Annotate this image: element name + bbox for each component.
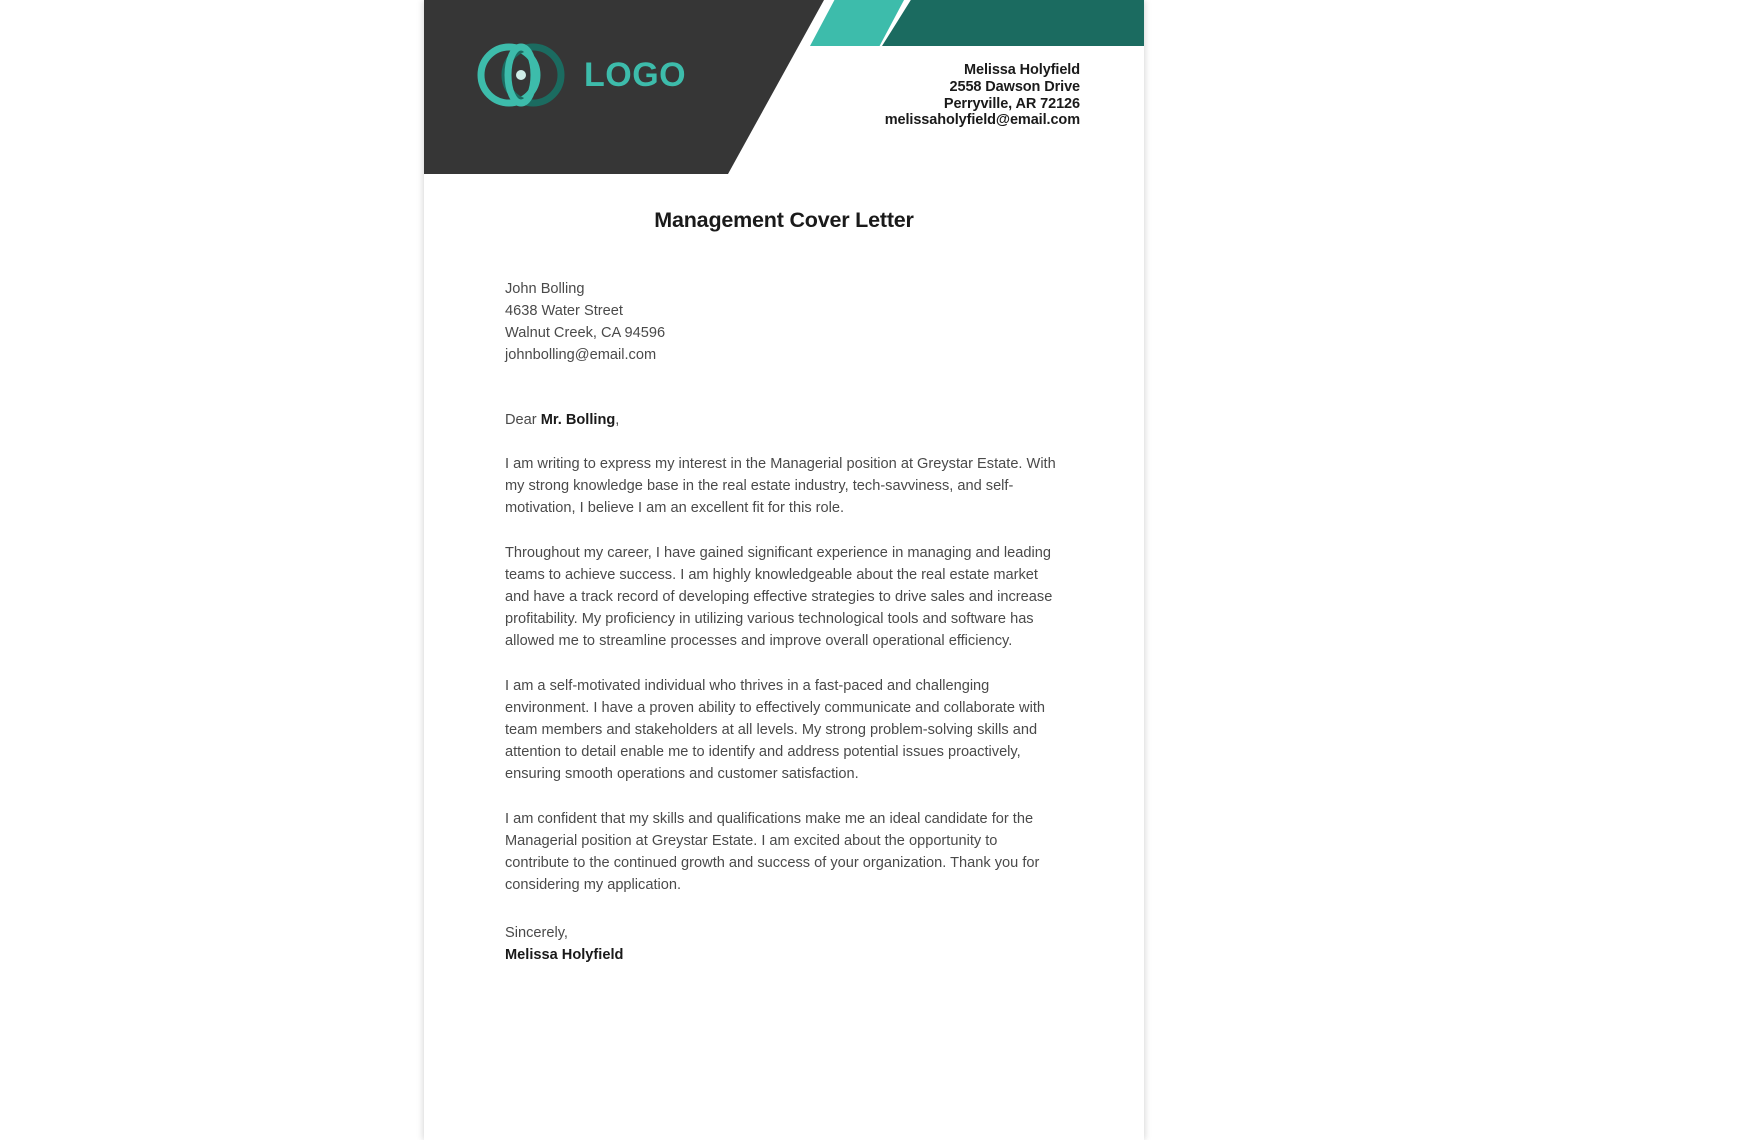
signature-name: Melissa Holyfield — [505, 947, 624, 964]
recipient-address-block — [505, 278, 1080, 366]
logo-wordmark: LOGO — [584, 56, 687, 94]
salutation-suffix: , — [615, 412, 620, 428]
recipient-street: 4638 Water Street — [505, 303, 623, 319]
sender-street: 2558 Dawson Drive — [949, 78, 1080, 95]
sender-email: melissaholyfield@email.com — [884, 112, 1080, 129]
letter-body — [424, 208, 1144, 966]
page-title: Management Cover Letter — [654, 208, 914, 232]
teal-dark-stripe — [882, 0, 1144, 46]
salutation-recipient-name: Mr. Bolling — [540, 412, 616, 428]
valediction: Sincerely, — [505, 925, 568, 942]
sender-name: Melissa Holyfield — [964, 62, 1080, 78]
body-paragraph-1: I am writing to express my interest in the Managerial position at Greystar Estate. With my strong knowledge base in the real estate industry, tech-savviness, and self-motivation, I believe I am an excellent fit for this role. — [505, 456, 1056, 517]
brand-logo — [474, 38, 686, 112]
salutation — [505, 409, 1080, 431]
recipient-email: johnbolling@email.com — [505, 347, 657, 363]
cover-letter-page — [424, 0, 1144, 1140]
body-paragraph-3: I am a self-motivated individual who thrives in a fast-paced and challenging environment. I have a proven ability to effectively communicate and collaborate with team members and stakeholders at all levels. My strong problem-solving skills and attention to detail enable me to identify and address potential issues proactively, ensuring smooth operations and customer satisfaction. — [505, 677, 1045, 783]
sender-address-block — [885, 62, 1080, 129]
recipient-name: John Bolling — [505, 281, 585, 297]
letterhead-header — [424, 0, 1144, 174]
two-overlapping-circles-logo-icon — [474, 38, 570, 112]
body-paragraph-2: Throughout my career, I have gained significant experience in managing and leading teams to achieve success. I am highly knowledgeable about the real estate market and have a track record of developing effective strategies to drive sales and increase profitability. My proficiency in utilizing various technological tools and software has allowed me to streamline processes and improve overall operational efficiency. — [505, 544, 1053, 650]
sender-city-state-zip: Perryville, AR 72126 — [943, 95, 1080, 112]
recipient-city-state-zip: Walnut Creek, CA 94596 — [505, 325, 666, 341]
salutation-prefix: Dear — [505, 412, 541, 428]
body-paragraph-4: I am confident that my skills and qualifications make me an ideal candidate for the Managerial position at Greystar Estate. I am excited about the opportunity to contribute to the continued growth and success of your organization. Thank you for considering my application. — [505, 810, 1040, 894]
